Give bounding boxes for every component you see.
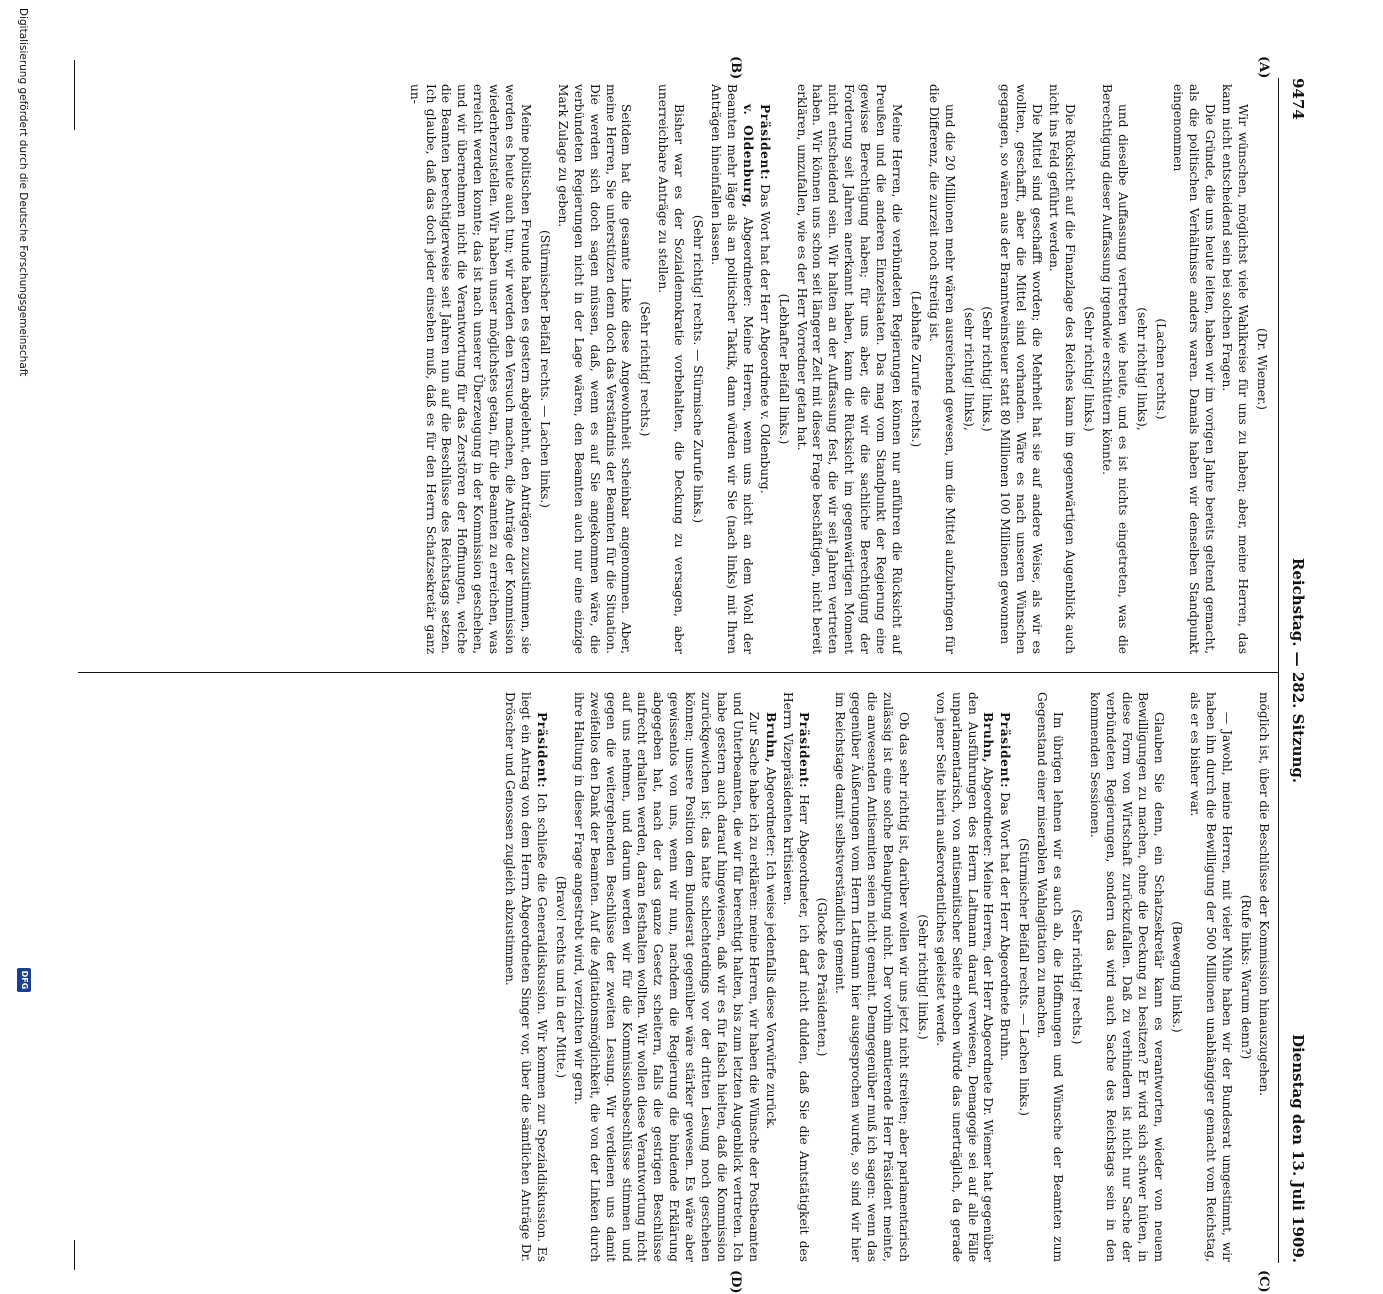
- speaker-name: Präsident:: [757, 104, 772, 181]
- stage-direction: (Lebhafte Zurufe rechts.): [908, 290, 923, 448]
- stage-direction: (Lebhafter Beifall links.): [776, 293, 791, 445]
- speech-text: Das Wort hat der Herr Abgeordnete v. Oldenburg.: [757, 180, 772, 494]
- speaker-name: Präsident:: [535, 712, 550, 789]
- speech-text: Ich schließe die Generaldiskussion. Wir kommen zur Spezialdiskussion. Es liegt ein Antrag von dem Herrn Abgeordneten Singer vor, über die sämtlichen Anträge Dr. Dröscher und Genossen zugleich abzustimmen.: [503, 692, 550, 1262]
- speaker-paragraph: [707, 84, 755, 654]
- speech-text: Abgeordneter: Meine Herren, wenn uns nicht an dem Wohl der Beamten mehr läge als an politischer Taktik, dann würden wir Sie (nach links) mit Ihren Anträgen hineinfallen lassen.: [709, 84, 755, 654]
- margin-marker-d: (D): [728, 1270, 743, 1294]
- body-paragraph: Im übrigen lehnen wir es auch ab, die Hoffnungen und Wünsche der Beamten zum Gegenstand einer miserablen Wahlagitation zu machen.: [1035, 692, 1066, 1262]
- speaker-paragraph: [756, 84, 772, 654]
- speaker-paragraph: [932, 692, 996, 1262]
- speech-text: Abgeordneter: Meine Herren, der Herr Abgeordnete Dr. Wiemer hat gegenüber den Ausführungen des Herrn Laltmann darauf verwiesen, Demagogie sei auf alle Fälle unparlamentarisch, von antisemitischer Seite erhoben würde das unerträglich, da gerade von jener Seite hierin außerordentliches geleistet werde.: [933, 692, 996, 1262]
- stage-direction: (Dr. Wiemer.): [1255, 327, 1269, 411]
- speaker-paragraph: [997, 692, 1013, 1262]
- speech-text: Das Wort hat der Herr Abgeordnete Bruhn.: [998, 788, 1013, 1061]
- speaker-name: Präsident:: [998, 712, 1013, 789]
- body-paragraph: möglich ist, über die Beschlüsse der Kommission hinauszugehen.: [1257, 692, 1271, 1096]
- page-number: 9474: [1289, 78, 1307, 120]
- speech-text: Abgeordneter: Ich weise jedenfalls diese Vorwürfe zurück.: [763, 763, 778, 1130]
- speaker-paragraph: [779, 692, 811, 1262]
- speaker-name: Bruhn,: [981, 712, 996, 764]
- stage-direction: (Lachen rechts.): [1153, 318, 1168, 420]
- body-paragraph: Meine politischen Freunde haben es gestern abgelehnt, den Anträgen zuzustimmen, sie werden es heute auch tun; wir werden den Versuch machen, die Anträge der Kommission wiederherzustellen. Wir haben unser möglichstes getan, für die Beamten zu erreichen, was erreicht werden konnte; das ist nach unserer Überzeugung in der Kommission geschehen, und wir übernehmen nicht die Verantwortung für das Zerstören der Hoffnungen, welche die Beamten berechtigterweise seit Jahren nun auf die Beschlüsse des Reichstags setzen. Ich glaube, daß das doch jeder einsehen muß, daß es für den Herrn Schatzsekretär ganz un-: [407, 84, 534, 654]
- running-title: Reichstag. — 282. Sitzung.: [1289, 557, 1307, 784]
- stage-direction: (Rufe links: Warum denn?): [1239, 894, 1254, 1060]
- margin-marker-c: (C): [1256, 1270, 1271, 1293]
- stage-direction: (Sehr richtig! rechts.): [638, 301, 653, 437]
- speaker-name: v. Oldenburg,: [740, 104, 755, 209]
- body-paragraph: Zur Sache habe ich zu erklären: meine Herren, wir haben die Wünsche der Postbeamten und Unterbeamten, die wir für berechtigt halten, bis zum letzten Augenblick vertreten. Ich habe gestern auch darauf hingewiesen, daß wir es für falsch hielten, daß die Kommission zurückgewichen ist; das hatte schlechterdings vor der dritten Lesung noch geschehen können; unsere Position dem Bundesrat gegenüber wäre stärker gewesen. Es wäre aber gewissenlos von uns, wenn wir nun, nachdem die Regierung die bindende Erklärung abgegeben hat, nach der das ganze Gesetz scheitern, falls die gestrigen Beschlüsse aufrecht erhalten werden, daran festhalten wollten. Wir wollen diese Verantwortung nicht auf uns nehmen, und darum werden wir für die Kommissionsbeschlüsse stimmen und gegen die weitergehenden Beschlüsse der zweiten Lesung. Wir verdienen uns damit zweifellos den Dank der Beamten. Auf die Agitationsmöglichkeit, die von der Linken durch ihre Haltung in dieser Frage angestrebt wird, verzichten wir gern.: [571, 692, 761, 1262]
- left-text-column: [51, 84, 1271, 654]
- stage-direction: (Bewegung links.): [1170, 921, 1185, 1033]
- credit-text: Digitalisierung gefördert durch die Deutsche Forschungsgemeinschaft: [17, 8, 29, 377]
- stage-direction: (Bravo! rechts und in der Mitte.): [553, 875, 568, 1079]
- session-date: Dienstag den 13. Juli 1909.: [1289, 1033, 1307, 1263]
- dfg-logo: DFG: [17, 968, 31, 992]
- right-text-column: [51, 692, 1271, 1262]
- stage-direction: (Sehr richtig! rechts.): [1070, 909, 1085, 1045]
- running-header: [1279, 78, 1313, 1263]
- stage-direction: (Sehr richtig! rechts. — Stürmische Zurufe links.): [691, 214, 706, 524]
- body-paragraph: Meine Herren, die verbündeten Regierungen können nur anführen die Rücksicht auf Preußen und die anderen Einzelstaaten. Das mag vom Standpunkt der Regierung eine gewisse Berechtigung haben; für uns aber, die wir die sachliche Berechtigung der Forderung seit Jahren anerkannt haben, kann die Rücksicht im gegenwärtigen Moment nicht entscheidend sein. Wir halten an der Auffassung fest, die wir seit Jahren vertreten haben. Wir können uns schon seit längerer Zeit mit dieser Frage beschäftigen, nicht bereit erklären, umzufallen, wie es der Herr Vorredner getan hat.: [794, 84, 904, 654]
- speaker-paragraph: [501, 692, 549, 1262]
- footer-rule-right: [74, 1240, 75, 1270]
- body-paragraph: und die 20 Millionen mehr wären ausreichend gewesen, um die Mittel aufzubringen für die Differenz, die zurzeit noch streitig ist.: [926, 84, 957, 654]
- stage-direction: (Stürmischer Beifall rechts. — Lachen links.): [1017, 837, 1032, 1117]
- body-paragraph: Ob das sehr richtig ist, darüber wollen wir uns jetzt nicht streiten; aber parlamentarisch zulässig ist eine solche Behauptung nicht. Der vorhin amtierende Herr Präsident meinte, die anwesenden Antisemiten seien nicht gemeint. Demgegenüber muß ich sagen: wenn das gegenüber Äußerungen vom Herrn Lattmann hier ausgesprochen wurde, so sind wir hier im Reichstage damit selbstverständlich gemeint.: [833, 692, 911, 1262]
- body-paragraph: Glauben Sie denn, ein Schatzsekretär kann es verantworten, wieder von neuem Bewilligungen zu machen, ohne die Deckung zu besitzen? Er wird sich schwer hüten, in diese Form von Wirtschaft zurückzufallen. Daß zu verhindern ist nicht nur Sache der verbündeten Regierungen, sondern das wird auch Sache des Reichstags sein in den kommenden Sessionen.: [1087, 692, 1166, 1262]
- stage-direction: (Sehr richtig! links.): [915, 914, 930, 1040]
- body-paragraph: Die Gründe, die uns heute leiten, haben wir im vorigen Jahre bereits geltend gemacht, als die politischen Verhältnisse anders waren. Damals haben wir denselben Standpunkt eingenommen: [1171, 84, 1218, 654]
- body-paragraph: Die Rücksicht auf die Finanzlage des Reiches kann im gegenwärtigen Augenblick auch nicht ins Feld geführt werden.: [1047, 84, 1078, 654]
- body-paragraph: Wir wünschen, möglichst viele Wahlkreise für uns zu haben; aber, meine Herren, das kann nicht entscheidend sein bei solchen Fragen.: [1220, 84, 1251, 654]
- stage-direction: (Glocke des Präsidenten.): [815, 897, 830, 1057]
- stage-direction: (sehr richtig! links),: [961, 307, 976, 431]
- body-paragraph: — Jawohl, meine Herren, mit vieler Mühe haben wir der Bundesrat umgestimmt, wir haben ihn durch die Bewilligung der 500 Millionen unabhängiger gemacht vom Reichstag, als er es bisher war.: [1188, 692, 1235, 1262]
- stage-direction: (Sehr richtig! links.): [1081, 306, 1096, 432]
- header-rule: [1278, 78, 1279, 1263]
- column-divider: [78, 672, 1278, 673]
- stage-direction: (Sehr richtig! links.): [980, 306, 995, 432]
- stage-direction: (Stürmischer Beifall rechts. — Lachen links.): [537, 229, 552, 509]
- speech-text: Herr Abgeordneter, ich darf nicht dulden, daß Sie die Amtstätigkeit des Herrn Vizepräsidenten kritisieren.: [780, 692, 811, 1262]
- margin-marker-a: (A): [1256, 56, 1271, 79]
- body-paragraph: Bisher war es der Sozialdemokratie vorbehalten, die Deckung zu versagen, aber unerreichbare Anträge zu stellen.: [656, 84, 687, 654]
- footer-rule-left: [74, 60, 75, 130]
- body-paragraph: Die Mittel sind geschafft worden; die Mehrheit hat sie auf andere Weise, als wir es wollten, geschafft, aber die Mittel sind vorhanden. Wäre es nach unseren Wünschen gegangen, so wären aus der Branntweinsteuer statt 80 Millionen 100 Millionen gewonnen: [998, 84, 1045, 654]
- speaker-name: Bruhn,: [763, 712, 778, 764]
- stage-direction: (sehr richtig! links),: [1134, 307, 1149, 431]
- margin-marker-b: (B): [728, 56, 743, 80]
- speaker-paragraph: [762, 692, 778, 1262]
- speaker-name: Präsident:: [796, 712, 811, 789]
- body-paragraph: und dieselbe Auffassung vertreten wie heute, und es ist nichts eingetreten, was die Berechtigung dieser Auffassung irgendwie erschüttern könnte.: [1099, 84, 1130, 654]
- body-paragraph: Seitdem hat die gesamte Linke diese Angewohnheit scheinbar angenommen. Aber, meine Herren, Sie unterstützen denn doch das Verständnis der Beamten für die Situation. Die werden sich doch sagen müssen, daß, wenn es auf Sie angekommen wäre, die verbündeten Regierungen nicht in der Lage wären, den Beamten auch nur eine einzige Mark Zulage zu geben.: [555, 84, 634, 654]
